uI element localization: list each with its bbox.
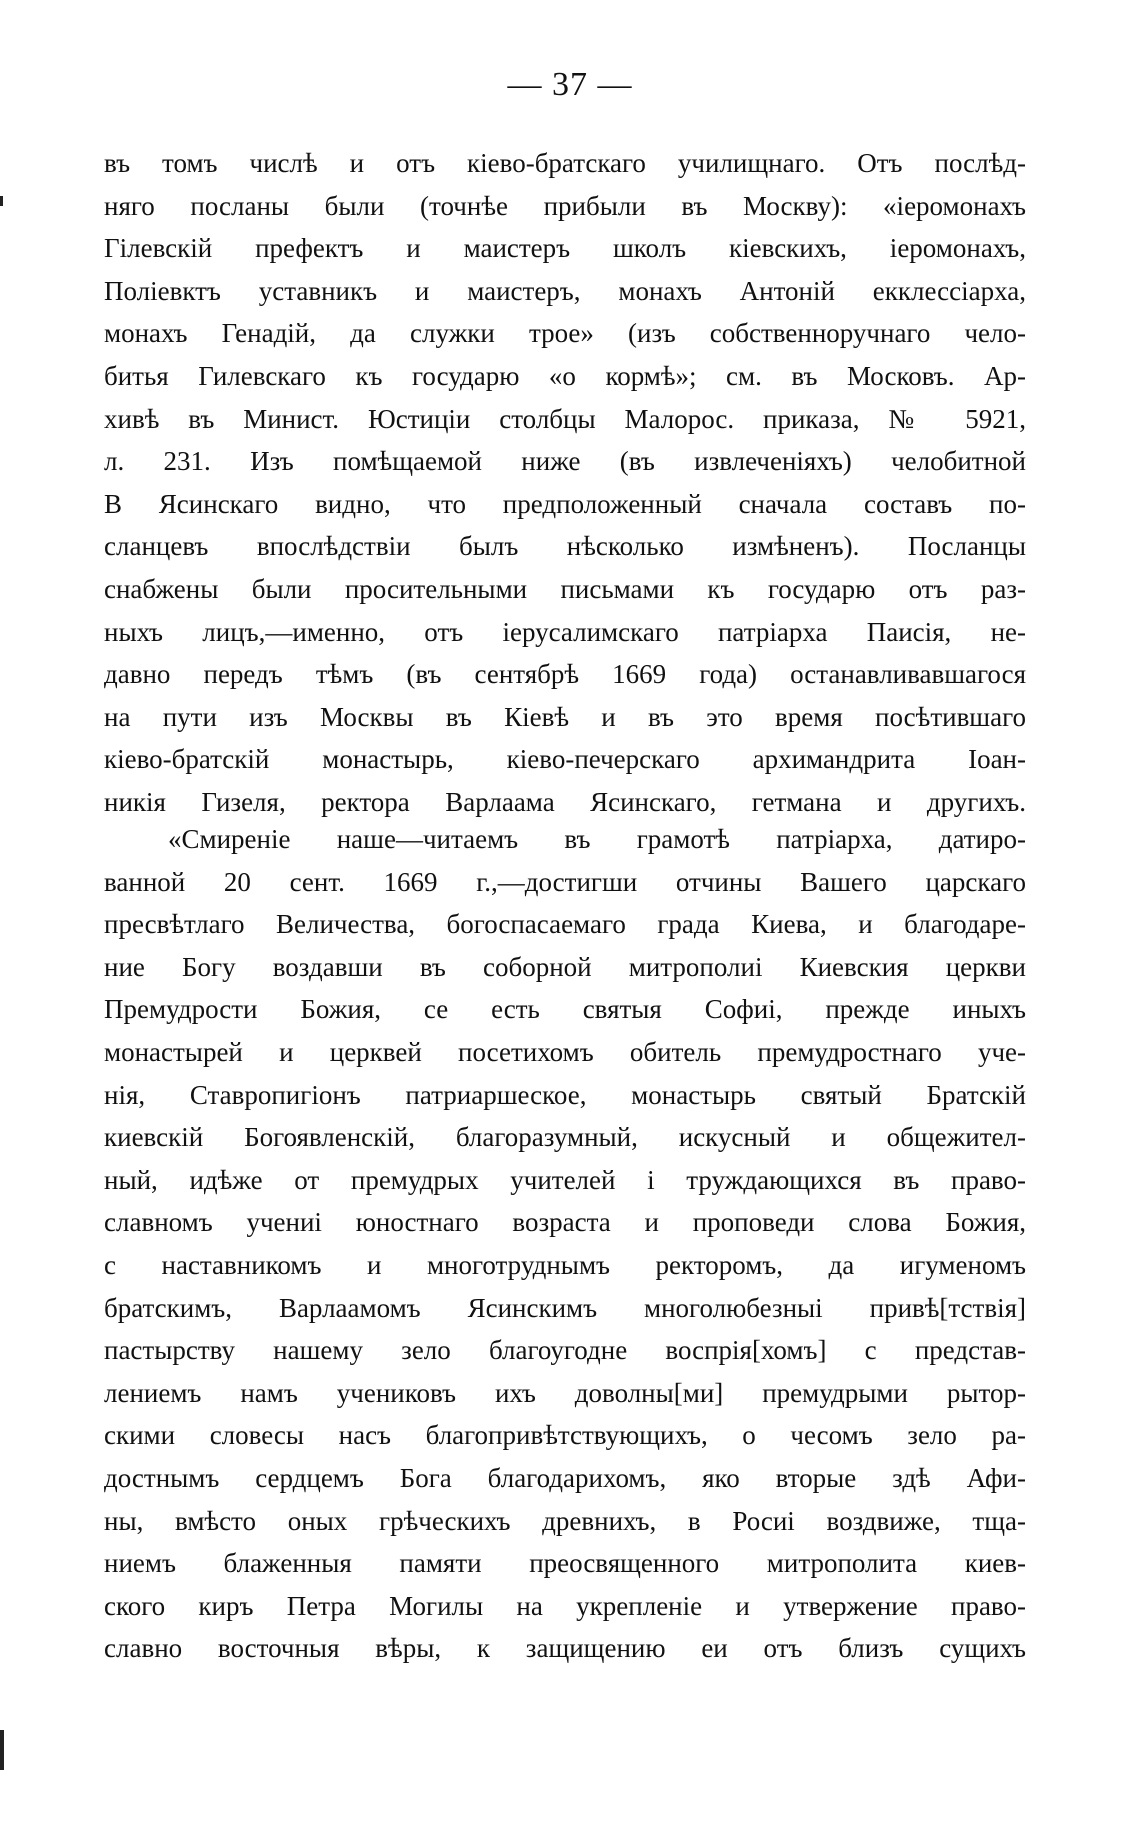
text-line: Гілевскій префектъ и маистеръ школъ кіевскихъ, іеромонахъ, — [104, 233, 1026, 264]
text-line: Премудрости Божия, се есть святыя Софиі, прежде иныхъ — [104, 994, 1026, 1025]
text-line: снабжены были просительными письмами къ государю отъ раз- — [104, 573, 1026, 604]
text-line: славно восточныя вѣры, к защищению еи отъ близъ сущихъ — [104, 1633, 1026, 1664]
text-line: ный, идѣже от премудрых учителей і труждающихся въ право- — [104, 1164, 1026, 1195]
text-line: братскимъ, Варлаамомъ Ясинскимъ многолюбезныі привѣ[тствія] — [104, 1292, 1026, 1323]
margin-mark — [0, 196, 3, 206]
margin-mark-bottom — [0, 1730, 4, 1770]
text-line: скими словесы насъ благопривѣтствующихъ, о чесомъ зело ра- — [104, 1420, 1026, 1451]
text-line: В Ясинскаго видно, что предположенный сначала составъ по- — [104, 488, 1026, 519]
text-line: монастырей и церквей посетихомъ обитель премудростнаго уче- — [104, 1036, 1026, 1067]
text-line: монахъ Генадій, да служки трое» (изъ собственноручнаго чело- — [104, 318, 1026, 349]
text-line: киевскій Богоявленскій, благоразумный, искусный и общежител- — [104, 1122, 1026, 1153]
text-line: ванной 20 сент. 1669 г.,—достигши отчины Вашего царскаго — [104, 866, 1026, 897]
text-line: сланцевъ впослѣдствіи былъ нѣсколько измѣненъ). Посланцы — [104, 531, 1026, 562]
text-line: пастырству нашему зело благоугодне воспрія[хомъ] с представ- — [104, 1335, 1026, 1366]
text-line: ниемъ блаженныя памяти преосвященного митрополита киев- — [104, 1548, 1026, 1579]
text-line: ние Богу воздавши въ соборной митрополиі Киевския церкви — [104, 951, 1026, 982]
text-line: кіево-братскій монастырь, кіево-печерскаго архимандрита Іоан- — [104, 744, 1026, 775]
text-line: ского киръ Петра Могилы на укрепленіе и утвержение право- — [104, 1590, 1026, 1621]
text-line: Поліевктъ уставникъ и маистеръ, монахъ Антоній екклессіарха, — [104, 275, 1026, 306]
text-line: хивѣ въ Минист. Юстиціи столбцы Малорос. приказа, № 5921, — [104, 403, 1026, 434]
text-line: ны, вмѣсто оных грѣческихъ древнихъ, в Росиі воздвиже, тща- — [104, 1505, 1026, 1536]
text-line: славномъ учениі юностнаго возраста и проповеди слова Божия, — [104, 1207, 1026, 1238]
text-line: нія, Ставропигіонъ патриаршеское, монастырь святый Братскій — [104, 1079, 1026, 1110]
text-line: въ томъ числѣ и отъ кіево-братскаго училищнаго. Отъ послѣд- — [104, 148, 1026, 178]
text-line: достнымъ сердцемъ Бога благодарихомъ, яко вторые здѣ Афи- — [104, 1462, 1026, 1493]
paragraph-2 — [104, 818, 1026, 1670]
page-number: — 37 — — [507, 66, 633, 103]
text-line: л. 231. Изъ помѣщаемой ниже (въ извлеченіяхъ) челобитной — [104, 446, 1026, 477]
text-line: лениемъ намъ учениковъ ихъ доволны[ми] премудрыми рытор- — [104, 1377, 1026, 1408]
text-line: пресвѣтлаго Величества, богоспасаемаго града Киева, и благодаре- — [104, 909, 1026, 940]
text-line: ныхъ лицъ,—именно, отъ іерусалимскаго патріарха Паисія, не- — [104, 616, 1026, 647]
paragraph-1 — [104, 142, 1026, 824]
text-line: никія Гизеля, ректора Варлаама Ясинскаго, гетмана и другихъ. — [104, 786, 1026, 817]
text-line: на пути изъ Москвы въ Кіевѣ и въ это время посѣтившаго — [104, 701, 1026, 732]
text-line: давно передъ тѣмъ (въ сентябрѣ 1669 года) останавливавшагося — [104, 659, 1026, 690]
text-line: битья Гилевскаго къ государю «о кормѣ»; см. въ Московъ. Ар- — [104, 360, 1026, 391]
text-line: с наставникомъ и многотруднымъ ректоромъ, да игуменомъ — [104, 1249, 1026, 1280]
text-line: «Смиреніе наше—читаемъ въ грамотѣ патріарха, датиро- — [168, 824, 1026, 854]
text-line: няго посланы были (точнѣе прибыли въ Москву): «іеромонахъ — [104, 190, 1026, 221]
